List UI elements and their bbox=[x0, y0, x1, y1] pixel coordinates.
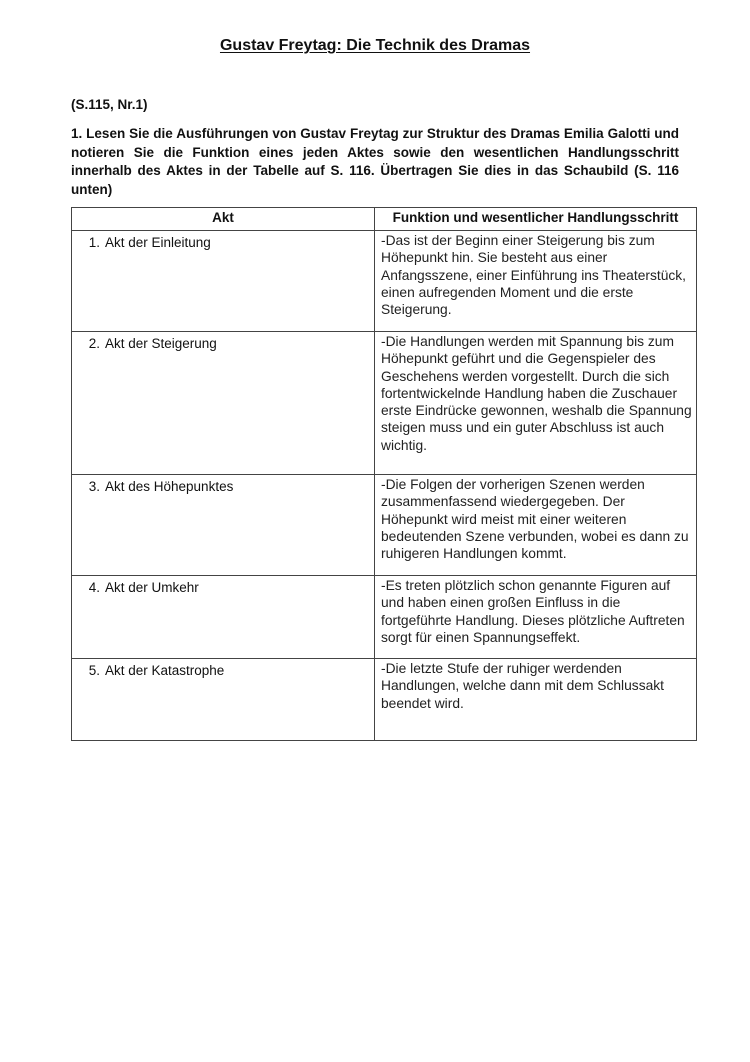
act-number: 5. bbox=[88, 663, 100, 678]
table-header-row bbox=[72, 208, 697, 231]
act-name: Akt der Umkehr bbox=[105, 580, 199, 595]
function-cell: -Die Folgen der vorherigen Szenen werden zusammenfassend wiedergegeben. Der Höhepunkt wird meist mit einer weiteren bedeutenden Szene verbunden, wobei es dann zu ruhigeren Handlungen kommt. bbox=[375, 475, 697, 576]
function-cell: -Das ist der Beginn einer Steigerung bis zum Höhepunkt hin. Sie besteht aus einer Anfangsszene, einer Einführung ins Theaterstück, einen aufregenden Moment und die erste Steigerung. bbox=[375, 231, 697, 332]
acts-table bbox=[71, 207, 697, 741]
act-cell bbox=[72, 231, 375, 332]
function-cell: -Die letzte Stufe der ruhiger werdenden Handlungen, welche dann mit dem Schlussakt beendet wird. bbox=[375, 659, 697, 741]
table-row bbox=[72, 332, 697, 475]
table-row bbox=[72, 231, 697, 332]
act-number: 4. bbox=[88, 580, 100, 595]
function-cell: -Die Handlungen werden mit Spannung bis zum Höhepunkt geführt und die Gegenspieler des Geschehens werden vorgestellt. Durch die sich fortentwickelnde Handlung haben die Zuschauer erste Eindrücke gewonnen, weshalb die Spannung steigen muss und ein guter Abschluss ist auch wichtig. bbox=[375, 332, 697, 475]
table-row bbox=[72, 475, 697, 576]
table-row bbox=[72, 576, 697, 659]
act-cell bbox=[72, 659, 375, 741]
header-act: Akt bbox=[72, 208, 375, 231]
task-instruction: 1. Lesen Sie die Ausführungen von Gustav Freytag zur Struktur des Dramas Emilia Galotti und notieren Sie die Funktion eines jeden Aktes sowie den wesentlichen Handlungsschritt innerhalb des Aktes in der Tabelle auf S. 116. Übertragen Sie dies in das Schaubild (S. 116 unten) bbox=[71, 126, 679, 197]
act-number: 1. bbox=[88, 235, 100, 250]
page-reference: (S.115, Nr.1) bbox=[71, 97, 148, 112]
act-cell bbox=[72, 576, 375, 659]
page-title: Gustav Freytag: Die Technik des Dramas bbox=[219, 37, 531, 54]
act-cell bbox=[72, 475, 375, 576]
act-name: Akt des Höhepunktes bbox=[105, 479, 234, 494]
act-cell bbox=[72, 332, 375, 475]
table-row bbox=[72, 659, 697, 741]
function-cell: -Es treten plötzlich schon genannte Figuren auf und haben einen großen Einfluss in die fortgeführte Handlung. Dieses plötzliche Auftreten sorgt für einen Spannungseffekt. bbox=[375, 576, 697, 659]
act-number: 3. bbox=[88, 479, 100, 494]
header-function: Funktion und wesentlicher Handlungsschritt bbox=[375, 208, 697, 231]
act-name: Akt der Steigerung bbox=[105, 336, 217, 351]
act-name: Akt der Katastrophe bbox=[105, 663, 225, 678]
act-name: Akt der Einleitung bbox=[105, 235, 211, 250]
act-number: 2. bbox=[88, 336, 100, 351]
